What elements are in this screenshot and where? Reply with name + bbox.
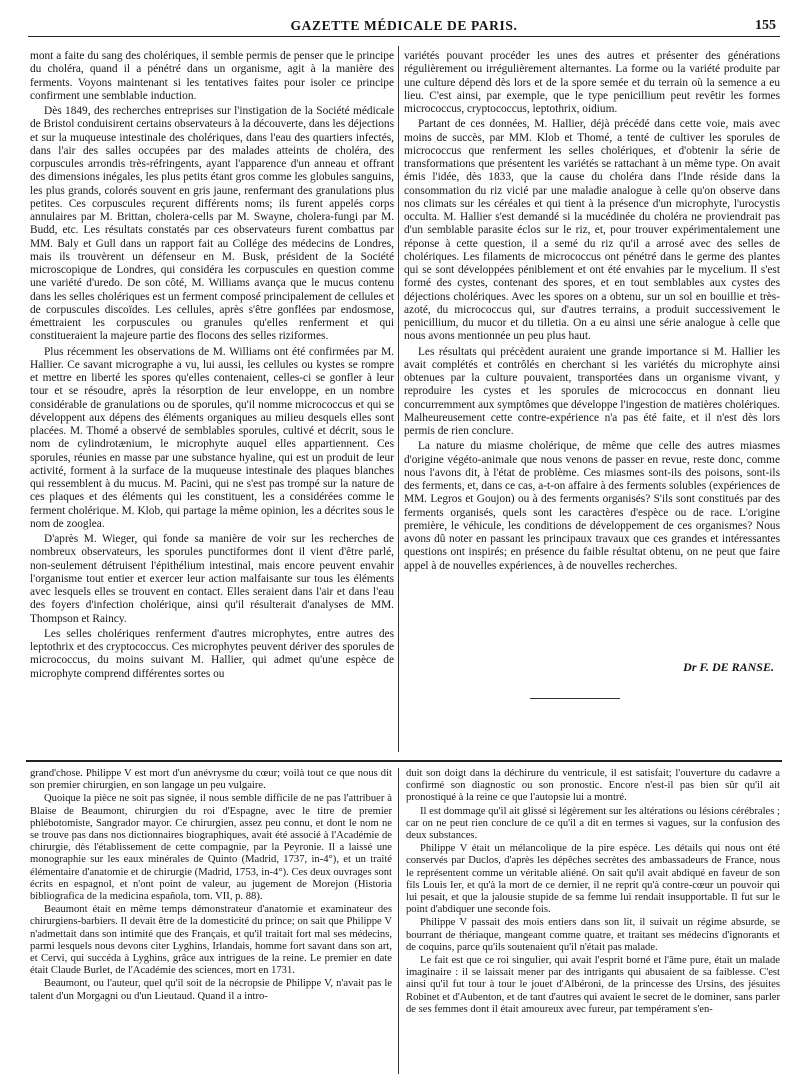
paragraph: Il est dommage qu'il ait glissé si légèrement sur les altérations ou lésions cérébrales ; car on ne peut rien conclure de ce qu'il a dit en termes si vagues, sur la confusion des deux substances. (406, 805, 780, 842)
paragraph: variétés pouvant procéder les unes des autres et présenter des générations régulièrement ou irrégulièrement alternantes. La forme ou la variété produite par une culture dépend dès lors et de la spore semée et du terrain où la semence a eu lieu. C'est ainsi, par exemple, que le type penicillium peut revêtir les formes micrococcus, cryptococcus, leptothrix, oidium. (404, 50, 780, 115)
paragraph: Les résultats qui précèdent auraient une grande importance si M. Hallier les avait complétés et contrôlés en cherchant si les variétés du microphyte ainsi obtenues par la culture pouvaient, transportées dans un organisme vivant, y reproduire les cystes et les sporules de micrococcus en donnant lieu concurremment aux symptômes que développe l'ingestion de matières cholériques. Malheureusement cette contre-expérience n'a pas été faite, et il n'est dès lors permis de rien conclure. (404, 345, 780, 437)
author-signature: Dr F. DE RANSE. (683, 660, 774, 674)
paragraph: Plus récemment les observations de M. Williams ont été confirmées par M. Hallier. Ce savant micrographe a vu, lui aussi, les cellules ou kystes se rompre et mettre en liberté les spores qu'elles contenaient, celles-ci se gonfler à leur tour et se résoudre, après la résorption de leur enveloppe, en un nombre considérable de granulations ou de sporules, qu'il nomme micrococcus et qui se développent aux dépens des éléments organiques au milieu desquels elles sont placées. M. Thomé a observé de semblables sporules, cultivé et décrit, sous le nom de cylindrotænium, le microphyte auquel elles appartiennent. Ces sporules, réunies en masse par une substance hyaline, qui est un produit de leur activité, forment à la surface de la muqueuse intestinale des plaques blanches qui ressemblent à du mucus. M. Pacini, qui ne s'est pas trompé sur la nature de ces plaques et des éléments qui les constituent, les a considérées comme le ferment cholérique. M. Klob, qui partage la même opinion, les a décrites sous le nom de zooglea. (30, 345, 394, 530)
article-right-column (404, 50, 780, 686)
paragraph: Philippe V passait des mois entiers dans son lit, il suivait un régime absurde, se bourrant de thériaque, mangeant comme quatre, et traitant ses médecins d'ignorants et de coquins, parce qu'ils soutenaient qu'il n'était pas malade. (406, 917, 780, 953)
page-header (28, 18, 780, 37)
running-title: GAZETTE MÉDICALE DE PARIS. (290, 18, 518, 33)
paragraph: Le fait est que ce roi singulier, qui avait l'esprit borné et l'âme pure, était un malade imaginaire : il se laissait mener par des intrigants qui abusaient de sa faiblesse. C'est ainsi qu'il fut tour à tour le jouet d'Albéroni, de la princesse des Ursins, des jésuites Robinet et d'Aubenton, et de tant d'autres qui avaient le secret de le dominer, sans parler de ses femmes dont il était amoureux avec fureur, par tempérament s'en- (406, 955, 780, 1015)
paragraph: Beaumont, ou l'auteur, quel qu'il soit de la nécropsie de Philippe V, n'avait pas le talent d'un Morgagni ou d'un Lieutaud. Quand il a intro- (30, 978, 392, 1002)
paragraph: Dès 1849, des recherches entreprises sur l'instigation de la Société médicale de Bristol conduisirent certains observateurs à la découverte, dans les déjections et sur la muqueuse intestinale des cholériques, dans l'eau des quartiers infectés, dans l'air des salles occupées par des malades atteints de choléra, des corpuscules arrondis très-réfringents, ayant l'apparence d'un anneau et offrant des dimensions inégales, les plus petits étant gros comme les globules sanguins, les plus grands, colorés souvent en gris jaune, renfermant des granulations plus petites. Ces corpuscules reçurent différents noms; ils furent appelés corps annulaires par M. Brittan, cholera-cells par M. Swayne, cholera-fungi par M. Budd, etc. Les résultats constatés par ces observateurs furent combattus par MM. Baly et Gull dans un rapport fait au Collége des médecins de Londres, mais ils trouvèrent un défenseur en M. Busk, président de la Société microscopique de Londres, qui considéra les corpuscules en question comme une variété d'uredo. De son côté, M. Williams avança que le mucus contenu dans les selles cholériques est un ferment composé principalement de cellules et de corpuscules discoïdes. Les cellules, après s'être gonflées par endosmose, émettraient les corpuscules ou granules qu'elles renferment et qui constitueraient la majeure partie des flocons des selles riziformes. (30, 105, 394, 343)
page-number: 155 (755, 18, 776, 33)
paragraph: Partant de ces données, M. Hallier, déjà précédé dans cette voie, mais avec moins de succès, par MM. Klob et Thomé, a tenté de cultiver les sporules de micrococcus que renferment les selles cholériques, et d'obtenir la série de transformations que présentent les variétés se rattachant à un même type. On avait émis l'idée, dès 1833, que la cause du choléra dans l'Inde réside dans la consommation du riz vicié par une maladie analogue à celle qu'on observe dans nos climats sur les céréales et qui tient à la présence d'un microphyte, l'urocystis occulta. M. Hallier s'est demandé si la mucédinée du choléra ne proviendrait pas d'un semblable parasite éclos sur le riz, et, pour trouver expérimentalement une réponse à cette question, il a semé du riz qu'il a arrosé avec des selles de cholériques. Les filaments de micrococcus ont pénétré dans le germe des plantes qui se sont développées péniblement et ont été envahies par le mycelium. Il s'est formé des cystes, contenant des spores, et en tout semblables aux cystes des déjections cholériques. Avec les spores on a obtenu, sur un sol en bouillie et très-azoté, du micrococcus qui, sur d'autres terrains, a produit successivement le penicillium, du mucor et du tilletia. On a eu ainsi une série analogue à celle que nous avons mentionnée un peu plus haut. (404, 118, 780, 343)
article-left-column (30, 50, 394, 750)
paragraph: Quoique la pièce ne soit pas signée, il nous semble difficile de ne pas l'attribuer à Blaise de Beaumont, chirurgien du roi d'Espagne, avec le titre de premier phlébotomiste, Sangrador mayor. Ce chirurgien, assez peu connu, et dont le nom ne se trouve pas dans nos dictionnaires biographiques, avait été associé à l'Académie de chirurgie, dès l'établissement de cette compagnie, par la Peyronie. Il a laissé une monographie sur les eaux minérales de Quinto (Madrid, 1737, in-4°), et un traité élémentaire d'anatomie et de chirurgie (Madrid, 1753, in-4°). Ces deux ouvrages sont écrits en espagnol, et n'ont point de valeur, au jugement de Morejon (Historia bibliografica de la medicina española, tom. VII, p. 88). (30, 793, 392, 903)
column-divider (398, 46, 399, 752)
paragraph: duit son doigt dans la déchirure du ventricule, il est satisfait; l'ouverture du cadavre a confirmé son diagnostic ou son pronostic. Encore n'est-il pas bien sûr qu'il ait pronostiqué à la reine ce que l'autopsie lui a montré. (406, 768, 780, 804)
column-divider (398, 768, 399, 1074)
feuilleton-left-column (30, 768, 392, 1076)
paragraph: grand'chose. Philippe V est mort d'un anévrysme du cœur; voilà tout ce que nous dit son premier chirurgien, en son langage un peu vulgaire. (30, 768, 392, 792)
paragraph: Philippe V était un mélancolique de la pire espèce. Les détails qui nous ont été conservés par Duclos, d'après les dépêches secrètes des ambassadeurs de France, nous le représentent comme un véritable aliéné. On sait qu'il avait abdiqué en faveur de son fils Louis Ier, et qu'à la mort de ce dernier, il ne reprit qu'à contre-cœur un pouvoir qui lui pesait, et que la jalousie stupide de sa femme lui rendait insupportable. Il fut sur le point d'abdiquer une seconde fois. (406, 843, 780, 916)
paragraph: mont a faite du sang des cholériques, il semble permis de penser que le principe du choléra, quand il a pénétré dans un organisme, agit à la manière des ferments. Voyons maintenant si les tentatives faites pour isoler ce principe confirment une semblable induction. (30, 50, 394, 102)
feuilleton-right-column (406, 768, 780, 1076)
paragraph: D'après M. Wieger, qui fonde sa manière de voir sur les recherches de nombreux observateurs, les sporules punctiformes dont il vient d'être parlé, non-seulement détruisent l'épithélium intestinal, mais encore peuvent envahir l'organisme tout entier et exercer leur action malfaisante sur tous les éléments avec lesquels elles se trouvent en contact. Elles seraient dans l'air et dans l'eau des foyers d'infection cholérique, ainsi qu'il résulterait d'analyses de MM. Thompson et Raincy. (30, 533, 394, 625)
paragraph: Les selles cholériques renferment d'autres microphytes, entre autres des leptothrix et des cryptococcus. Ces microphytes peuvent dériver des sporules de micrococcus, du moins suivant M. Hallier, qui admet qu'une espèce de microphyte comprend différentes sortes ou (30, 627, 394, 680)
paragraph: Beaumont était en même temps démonstrateur d'anatomie et examinateur des chirurgiens-barbiers. Il devait être de la domesticité du prince; on sait que Philippe V n'admettait dans son intimité que des Français, et qu'il traitait fort mal ses médecins, parmi lesquels nous devons citer Lyghins, Irlandais, homme fort savant dans son art, et Cervi, qui succéda à Lyghins, grâce aux intrigues de la reine. Le premier en date était Claude Burlet, de l'Académie des sciences, mort en 1731. (30, 904, 392, 977)
feuilleton-separator (26, 760, 782, 762)
end-of-article-rule (530, 698, 620, 699)
paragraph: La nature du miasme cholérique, de même que celle des autres miasmes d'origine végéto-animale que nous venons de passer en revue, reste donc, comme nous l'avons dit, à l'état de problème. Ces miasmes sont-ils des poisons, sont-ils des ferments, et, dans ce cas, a-t-on affaire à des ferments solubles (expériences de MM. Legros et Goujon) ou à des ferments organisés? S'ils sont constitués par des ferments organisés, quels sont les caractères d'espèce ou de race. L'origine première, le véhicule, les conditions de développement de ces organismes? Nous avons dû noter en passant les principaux travaux que ces grandes et intéressantes questions ont inspirés; en présence du faible résultat obtenu, on ne peut que faire appel à de nouvelles expériences, à de nouvelles recherches. (404, 440, 780, 572)
